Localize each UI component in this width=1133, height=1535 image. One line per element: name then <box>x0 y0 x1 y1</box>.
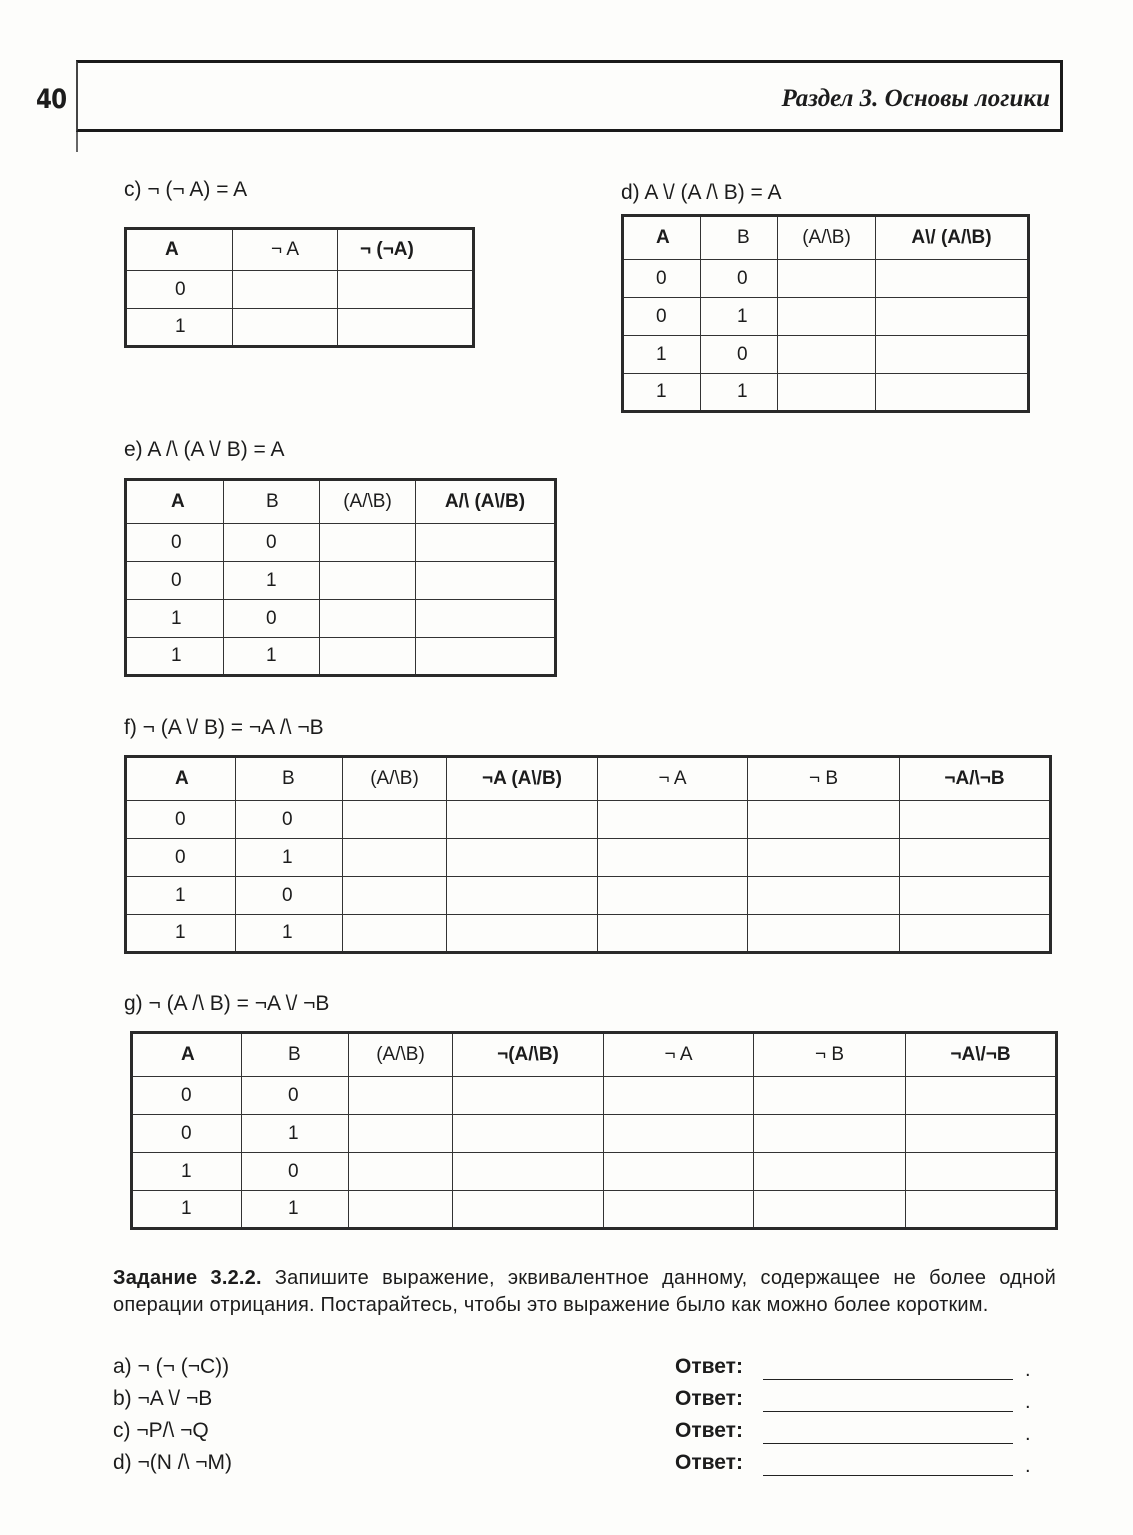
answer-row-d <box>113 1451 1043 1481</box>
table-cell[interactable] <box>338 309 474 347</box>
table-cell[interactable] <box>754 1191 906 1229</box>
table-cell[interactable] <box>748 877 900 915</box>
header-cell: A <box>126 229 233 271</box>
answer-period: . <box>1025 1391 1031 1413</box>
table-cell[interactable] <box>343 877 447 915</box>
table-cell: 0 <box>126 562 224 600</box>
answer-expression: c) ¬P/\ ¬Q <box>113 1419 209 1442</box>
truth-table-e <box>124 478 557 677</box>
table-cell[interactable] <box>598 915 748 953</box>
table-cell: 0 <box>623 298 701 336</box>
table-cell: 0 <box>224 524 320 562</box>
table-cell[interactable] <box>598 877 748 915</box>
table-cell[interactable] <box>906 1191 1057 1229</box>
table-cell[interactable] <box>900 801 1051 839</box>
answer-label: Ответ: <box>675 1451 743 1474</box>
table-cell: 1 <box>236 839 343 877</box>
header-cell: A\/ (A/\B) <box>876 216 1029 260</box>
answer-label: Ответ: <box>675 1419 743 1442</box>
table-cell: 0 <box>126 839 236 877</box>
table-cell[interactable] <box>338 271 474 309</box>
answer-period: . <box>1025 1455 1031 1477</box>
answer-row-a <box>113 1355 1043 1385</box>
answer-period: . <box>1025 1359 1031 1381</box>
answer-blank[interactable] <box>763 1379 1013 1380</box>
table-cell: 0 <box>623 260 701 298</box>
table-cell: 1 <box>242 1115 349 1153</box>
answer-label: Ответ: <box>675 1355 743 1378</box>
table-cell: 0 <box>236 877 343 915</box>
table-cell[interactable] <box>748 801 900 839</box>
table-cell: 0 <box>126 271 233 309</box>
header-cell: ¬A\/¬B <box>906 1033 1057 1077</box>
header-cell: ¬(A/\B) <box>453 1033 604 1077</box>
table-cell[interactable] <box>900 915 1051 953</box>
table-cell[interactable] <box>343 801 447 839</box>
table-cell[interactable] <box>349 1115 453 1153</box>
header-cell: ¬ (¬A) <box>338 229 474 271</box>
table-cell: 1 <box>132 1153 242 1191</box>
table-cell[interactable] <box>453 1077 604 1115</box>
header-stub <box>76 132 78 152</box>
table-cell: 1 <box>126 638 224 676</box>
table-cell[interactable] <box>233 309 338 347</box>
header-cell: ¬ A <box>604 1033 754 1077</box>
truth-table-c <box>124 227 475 348</box>
exercise-c-label: c) ¬ (¬ A) = A <box>124 178 248 201</box>
table-cell[interactable] <box>447 915 598 953</box>
header-cell: A <box>132 1033 242 1077</box>
table-cell: 0 <box>126 524 224 562</box>
task-text: Запишите выражение, эквивалентное данному, содержащее не более одной операции отрицания. Постарайтесь, чтобы это выражение было как можно более коротким. <box>113 1267 1056 1316</box>
header-cell: (A/\B) <box>778 216 876 260</box>
table-cell: 0 <box>701 336 778 374</box>
table-cell[interactable] <box>447 839 598 877</box>
table-cell[interactable] <box>416 524 556 562</box>
table-cell[interactable] <box>778 374 876 412</box>
table-cell[interactable] <box>453 1191 604 1229</box>
exercise-g-label: g) ¬ (A /\ B) = ¬A \/ ¬B <box>124 992 330 1015</box>
table-cell[interactable] <box>778 260 876 298</box>
header-cell: B <box>242 1033 349 1077</box>
page-number: 40 <box>36 84 67 115</box>
header-cell: ¬ A <box>233 229 338 271</box>
table-cell[interactable] <box>349 1077 453 1115</box>
header-cell: A <box>623 216 701 260</box>
table-cell[interactable] <box>906 1077 1057 1115</box>
table-cell[interactable] <box>320 600 416 638</box>
table-cell[interactable] <box>876 374 1029 412</box>
table-cell[interactable] <box>447 877 598 915</box>
table-cell: 1 <box>126 309 233 347</box>
header-cell: ¬ B <box>754 1033 906 1077</box>
header-cell: A <box>126 480 224 524</box>
task-paragraph <box>113 1265 1056 1319</box>
table-cell: 1 <box>623 336 701 374</box>
table-cell: 1 <box>242 1191 349 1229</box>
table-cell[interactable] <box>604 1077 754 1115</box>
section-header <box>76 60 1063 132</box>
truth-table-d <box>621 214 1030 413</box>
table-cell: 1 <box>623 374 701 412</box>
table-cell[interactable] <box>876 298 1029 336</box>
table-cell[interactable] <box>876 260 1029 298</box>
exercise-d-label: d) A \/ (A /\ B) = A <box>621 181 782 204</box>
truth-table-f <box>124 755 1052 954</box>
answer-blank[interactable] <box>763 1443 1013 1444</box>
table-cell[interactable] <box>604 1153 754 1191</box>
answer-expression: b) ¬A \/ ¬B <box>113 1387 213 1410</box>
answer-expression: d) ¬(N /\ ¬M) <box>113 1451 233 1474</box>
table-cell[interactable] <box>754 1077 906 1115</box>
answer-expression: a) ¬ (¬ (¬C)) <box>113 1355 230 1378</box>
truth-table-g <box>130 1031 1058 1230</box>
header-cell: ¬A/\¬B <box>900 757 1051 801</box>
table-cell[interactable] <box>604 1191 754 1229</box>
table-cell: 0 <box>242 1077 349 1115</box>
table-cell: 1 <box>224 562 320 600</box>
table-cell[interactable] <box>900 839 1051 877</box>
exercise-f-label: f) ¬ (A \/ B) = ¬A /\ ¬B <box>124 716 324 739</box>
table-cell[interactable] <box>416 562 556 600</box>
table-cell[interactable] <box>748 839 900 877</box>
header-cell: B <box>224 480 320 524</box>
header-cell: (A/\B) <box>320 480 416 524</box>
table-cell: 0 <box>132 1077 242 1115</box>
table-cell: 1 <box>126 600 224 638</box>
table-cell[interactable] <box>320 562 416 600</box>
exercise-e-label: e) A /\ (A \/ B) = A <box>124 438 285 461</box>
answer-row-c <box>113 1419 1043 1449</box>
table-cell: 1 <box>701 298 778 336</box>
header-cell: ¬ B <box>748 757 900 801</box>
table-cell[interactable] <box>320 524 416 562</box>
table-cell: 0 <box>236 801 343 839</box>
table-cell[interactable] <box>906 1115 1057 1153</box>
table-cell[interactable] <box>906 1153 1057 1191</box>
table-cell: 0 <box>701 260 778 298</box>
table-cell: 0 <box>132 1115 242 1153</box>
table-cell: 1 <box>126 915 236 953</box>
table-cell[interactable] <box>900 877 1051 915</box>
table-cell[interactable] <box>604 1115 754 1153</box>
table-cell[interactable] <box>598 801 748 839</box>
table-cell[interactable] <box>320 638 416 676</box>
table-cell[interactable] <box>876 336 1029 374</box>
table-cell[interactable] <box>349 1191 453 1229</box>
header-cell: B <box>701 216 778 260</box>
table-cell[interactable] <box>778 298 876 336</box>
header-cell: A <box>126 757 236 801</box>
header-cell: (A/\B) <box>349 1033 453 1077</box>
answer-row-b <box>113 1387 1043 1417</box>
task-title: Задание 3.2.2. <box>113 1267 262 1289</box>
answer-label: Ответ: <box>675 1387 743 1410</box>
table-cell[interactable] <box>416 600 556 638</box>
table-cell[interactable] <box>343 915 447 953</box>
table-cell: 0 <box>224 600 320 638</box>
table-cell[interactable] <box>447 801 598 839</box>
table-cell[interactable] <box>778 336 876 374</box>
table-cell: 1 <box>236 915 343 953</box>
table-cell: 0 <box>242 1153 349 1191</box>
table-cell[interactable] <box>748 915 900 953</box>
table-cell[interactable] <box>343 839 447 877</box>
header-cell: A/\ (A\/B) <box>416 480 556 524</box>
table-cell[interactable] <box>349 1153 453 1191</box>
table-cell[interactable] <box>453 1153 604 1191</box>
table-cell[interactable] <box>754 1153 906 1191</box>
answer-period: . <box>1025 1423 1031 1445</box>
section-title: Раздел 3. Основы логики <box>781 85 1050 112</box>
table-cell: 1 <box>126 877 236 915</box>
table-cell[interactable] <box>233 271 338 309</box>
table-cell: 0 <box>126 801 236 839</box>
table-cell[interactable] <box>754 1115 906 1153</box>
table-cell: 1 <box>701 374 778 412</box>
header-cell: ¬A (A\/B) <box>447 757 598 801</box>
table-cell[interactable] <box>453 1115 604 1153</box>
header-cell: ¬ A <box>598 757 748 801</box>
table-cell: 1 <box>224 638 320 676</box>
table-cell[interactable] <box>598 839 748 877</box>
header-cell: (A/\B) <box>343 757 447 801</box>
answer-blank[interactable] <box>763 1411 1013 1412</box>
answer-blank[interactable] <box>763 1475 1013 1476</box>
table-cell: 1 <box>132 1191 242 1229</box>
header-cell: B <box>236 757 343 801</box>
table-cell[interactable] <box>416 638 556 676</box>
